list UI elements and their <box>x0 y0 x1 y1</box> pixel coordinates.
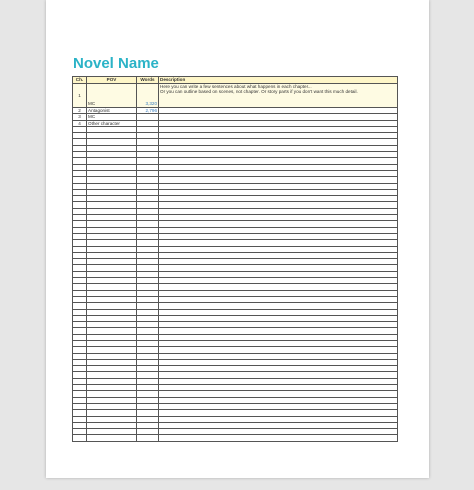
pov-cell[interactable]: MC <box>87 84 137 108</box>
pov-cell[interactable]: Antagonist <box>87 108 137 114</box>
empty-cell[interactable] <box>137 435 159 441</box>
chapter-cell[interactable]: 4 <box>73 120 87 126</box>
empty-cell[interactable] <box>87 435 137 441</box>
page-title: Novel Name <box>73 55 159 72</box>
pov-cell[interactable]: MC <box>87 114 137 120</box>
header-chapter: Ch. <box>73 77 87 84</box>
words-cell[interactable]: 2,796 <box>137 108 159 114</box>
empty-table-row <box>73 435 398 441</box>
header-pov: POV <box>87 77 137 84</box>
header-words: Words <box>137 77 159 84</box>
words-cell[interactable]: 3,320 <box>137 84 159 108</box>
pov-cell[interactable]: Other character <box>87 120 137 126</box>
empty-cell[interactable] <box>159 435 398 441</box>
table-row <box>73 84 398 108</box>
document-page <box>46 0 429 478</box>
description-line: Here you can write a few sentences about what happens in each chapter... <box>160 84 312 89</box>
chapter-cell[interactable]: 1 <box>73 84 87 108</box>
description-line: Or you can outline based on scenes, not chapter. Or story parts if you don't want this much detail. <box>160 89 358 94</box>
chapter-outline-table <box>72 76 398 442</box>
description-cell[interactable] <box>159 84 398 108</box>
chapter-cell[interactable]: 3 <box>73 114 87 120</box>
table-body <box>73 84 398 442</box>
chapter-cell[interactable]: 2 <box>73 108 87 114</box>
table-header-row <box>73 77 398 84</box>
header-description: Description <box>159 77 398 84</box>
empty-cell[interactable] <box>73 435 87 441</box>
